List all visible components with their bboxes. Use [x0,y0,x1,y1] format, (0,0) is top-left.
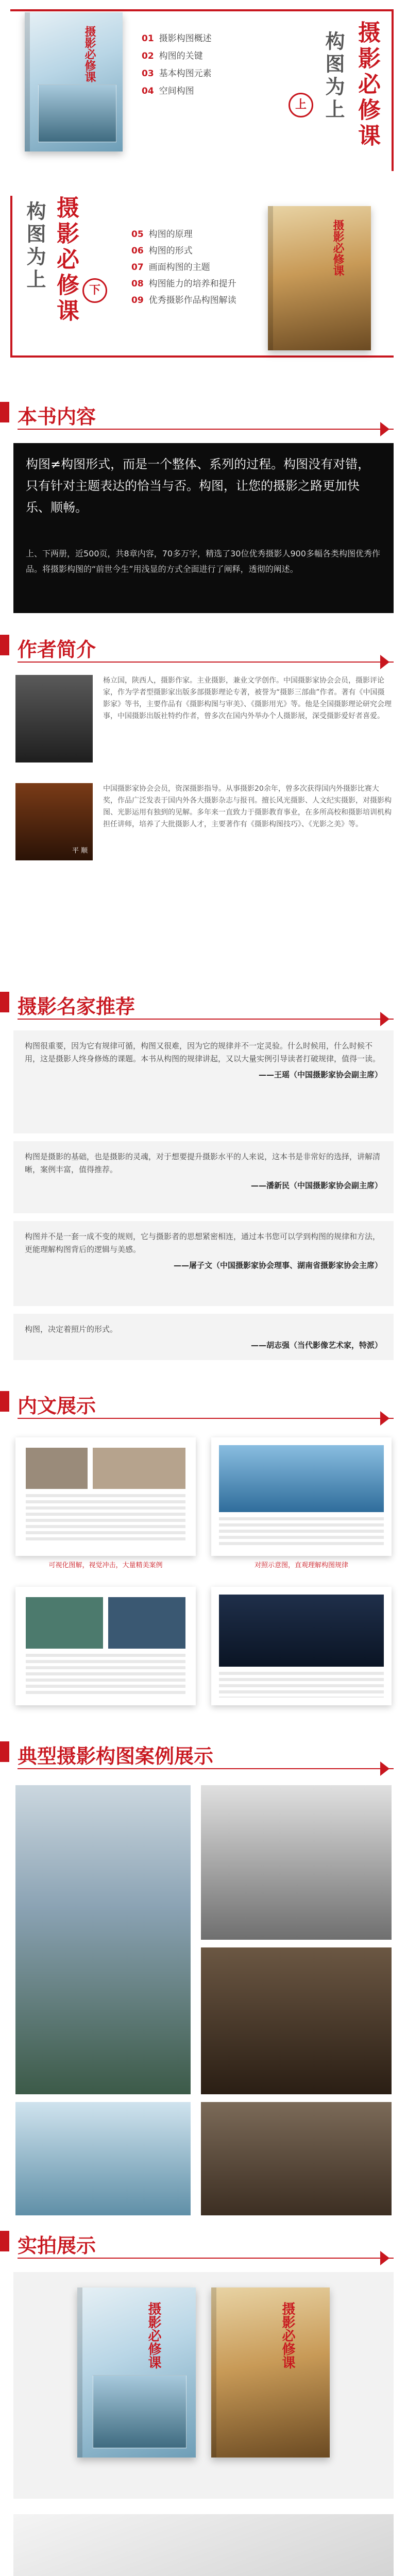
case-photo [15,2102,191,2215]
section-bar [0,992,9,1012]
volume-badge: 上 [289,93,313,117]
case-photo [15,1785,191,2094]
toc-item: 04 空间构图 [142,86,194,96]
quote-text: 构图，决定着照片的形式。 [25,1325,118,1334]
section-bar [0,635,9,655]
author1-bio: 杨立国，陕西人，摄影作家。主业摄影，兼业文学创作。中国摄影家协会会员，摄影评论家，作为学者型摄影家出版多部摄影理论专著，被誉为“摄影三部曲”作者。著有《中国摄影家》等书，主要作品有《摄影构图与审美》、《摄影用光》等。他是全国摄影理论研究会理事，中国摄影出版社特约作者，曾多次在国内外举办个人摄影展，深受摄影爱好者喜爱。 [103,676,392,720]
page-spread [15,1437,196,1556]
recommend-quote [13,1141,394,1213]
toc-item: 03 基本构图元素 [142,69,212,79]
section-bar [0,402,9,422]
real-photo [13,2514,394,2576]
section-title-author: 作者简介 [18,638,96,661]
page-spread [211,1587,392,1705]
toc-item: 06 构图的形式 [131,246,193,256]
hero-top-banner [0,0,407,185]
quote-sign: ——王瑶（中国摄影家协会副主席） [258,1070,382,1079]
book-real-lower [211,2287,330,2458]
intro-body: 上、下两册，近500页，共8章内容，70多万字，精选了30位优秀摄影人900多幅各类构图优秀作品。将摄影构图的“前世今生”用浅显的方式全面进行了阐释，透彻的阐述。 [26,549,380,574]
cover-title: 摄影必修课 [83,26,96,82]
toc-item: 05 构图的原理 [131,229,193,240]
section-rule [18,1768,394,1769]
cover-title: 摄影必修课 [146,2302,161,2369]
section-arrow [380,1012,389,1026]
section-arrow [380,422,389,436]
section-rule [18,662,394,663]
page-spread [211,1437,392,1556]
cover-title: 摄影必修课 [280,2302,295,2369]
book-cover-lower [268,206,371,350]
inner-caption: 对照示意图，直观理解构图规律 [254,1562,348,1569]
book-real-upper [77,2287,196,2458]
section-rule [18,429,394,430]
case-photo [201,1785,392,1940]
vertical-title-highlight: 摄影必修课 [354,21,380,149]
section-bar [0,1391,9,1412]
page-spread [15,1587,196,1705]
section-rule [18,1019,394,1020]
real-books-backdrop [13,2272,394,2499]
cover-title: 摄影必修课 [331,219,344,276]
quote-text: 构图很重要，因为它有规律可循，构图又很难，因为它的规律并不一定灵验。什么时候用，什么时候不用，这是摄影人终身修炼的课题。本书从构图的规律讲起，又以大量实例引导读者打破规律，值得一读。 [25,1041,381,1063]
quote-text: 构图是摄影的基础，也是摄影的灵魂，对于想要提升摄影水平的人来说，这本书是非常好的选择，讲解清晰，案例丰富，值得推荐。 [25,1152,381,1174]
book-cover-upper [25,12,123,151]
section-bar [0,2231,9,2251]
recommend-quote [13,1030,394,1133]
quote-sign: ——胡志强（当代影像艺术家，特派） [250,1341,382,1350]
author1-photo [15,675,93,762]
section-title-cases: 典型摄影构图案例展示 [18,1745,214,1768]
intro-lead: 构图≠构图形式，而是一个整体、系列的过程。构图没有对错，只有针对主题表达的恰当与否。构图，让您的摄影之路更加快乐、顺畅。 [26,457,370,515]
toc-item: 08 构图能力的培养和提升 [131,279,236,289]
case-photo [201,1947,392,2094]
section-bar [0,1741,9,1762]
cover-photo [38,84,116,142]
section-arrow [380,655,389,669]
section-arrow [380,2251,389,2265]
case-photo [201,2102,392,2215]
volume-badge: 下 [82,278,107,303]
toc-item: 01 摄影构图概述 [142,33,212,44]
hero-second-banner [0,185,407,386]
section-title-inner: 内文展示 [18,1395,96,1417]
toc-item: 07 画面构图的主题 [131,262,210,273]
vertical-title-highlight: 摄影必修课 [53,196,79,325]
quote-sign: ——屠子文（中国摄影家协会理事、湖南省摄影家协会主席） [173,1261,382,1270]
recommend-quote [13,1221,394,1306]
section-title-real: 实拍展示 [18,2234,96,2257]
quote-text: 构图并不是一套一成不变的规则，它与摄影者的思想紧密相连，通过本书您可以学到构图的规律和方法，更能理解构图背后的逻辑与美感。 [25,1232,381,1254]
author2-name: 平 顺 [72,847,88,855]
vertical-title: 构图为上 [23,201,46,292]
recommend-quote [13,1314,394,1360]
inner-caption: 可视化图解，视觉冲击，大量精美案例 [48,1562,163,1569]
quote-sign: ——潘新民（中国摄影家协会副主席） [250,1181,382,1190]
vertical-title: 构图为上 [322,31,345,122]
toc-item: 02 构图的关键 [142,51,203,61]
toc-item: 09 优秀摄影作品构图解读 [131,295,236,306]
section-arrow [380,1411,389,1426]
section-title-intro: 本书内容 [18,405,96,428]
author2-bio: 中国摄影家协会会员，资深摄影指导。从事摄影20余年，曾多次获得国内外摄影比赛大奖，作品广泛发表于国内外各大摄影杂志与报刊。擅长风光摄影、人文纪实摄影，对摄影构图、光影运用有独到的见解。多年来一直致力于摄影教育事业，在多所高校和摄影培训机构担任讲师，培养了大批摄影人才，主要著作有《摄影构图技巧》、《光影之美》等。 [103,785,392,828]
section-arrow [380,1761,389,1776]
intro-box [13,443,394,613]
section-title-recommend: 摄影名家推荐 [18,995,135,1018]
section-rule [18,1418,394,1419]
section-rule [18,2258,394,2259]
